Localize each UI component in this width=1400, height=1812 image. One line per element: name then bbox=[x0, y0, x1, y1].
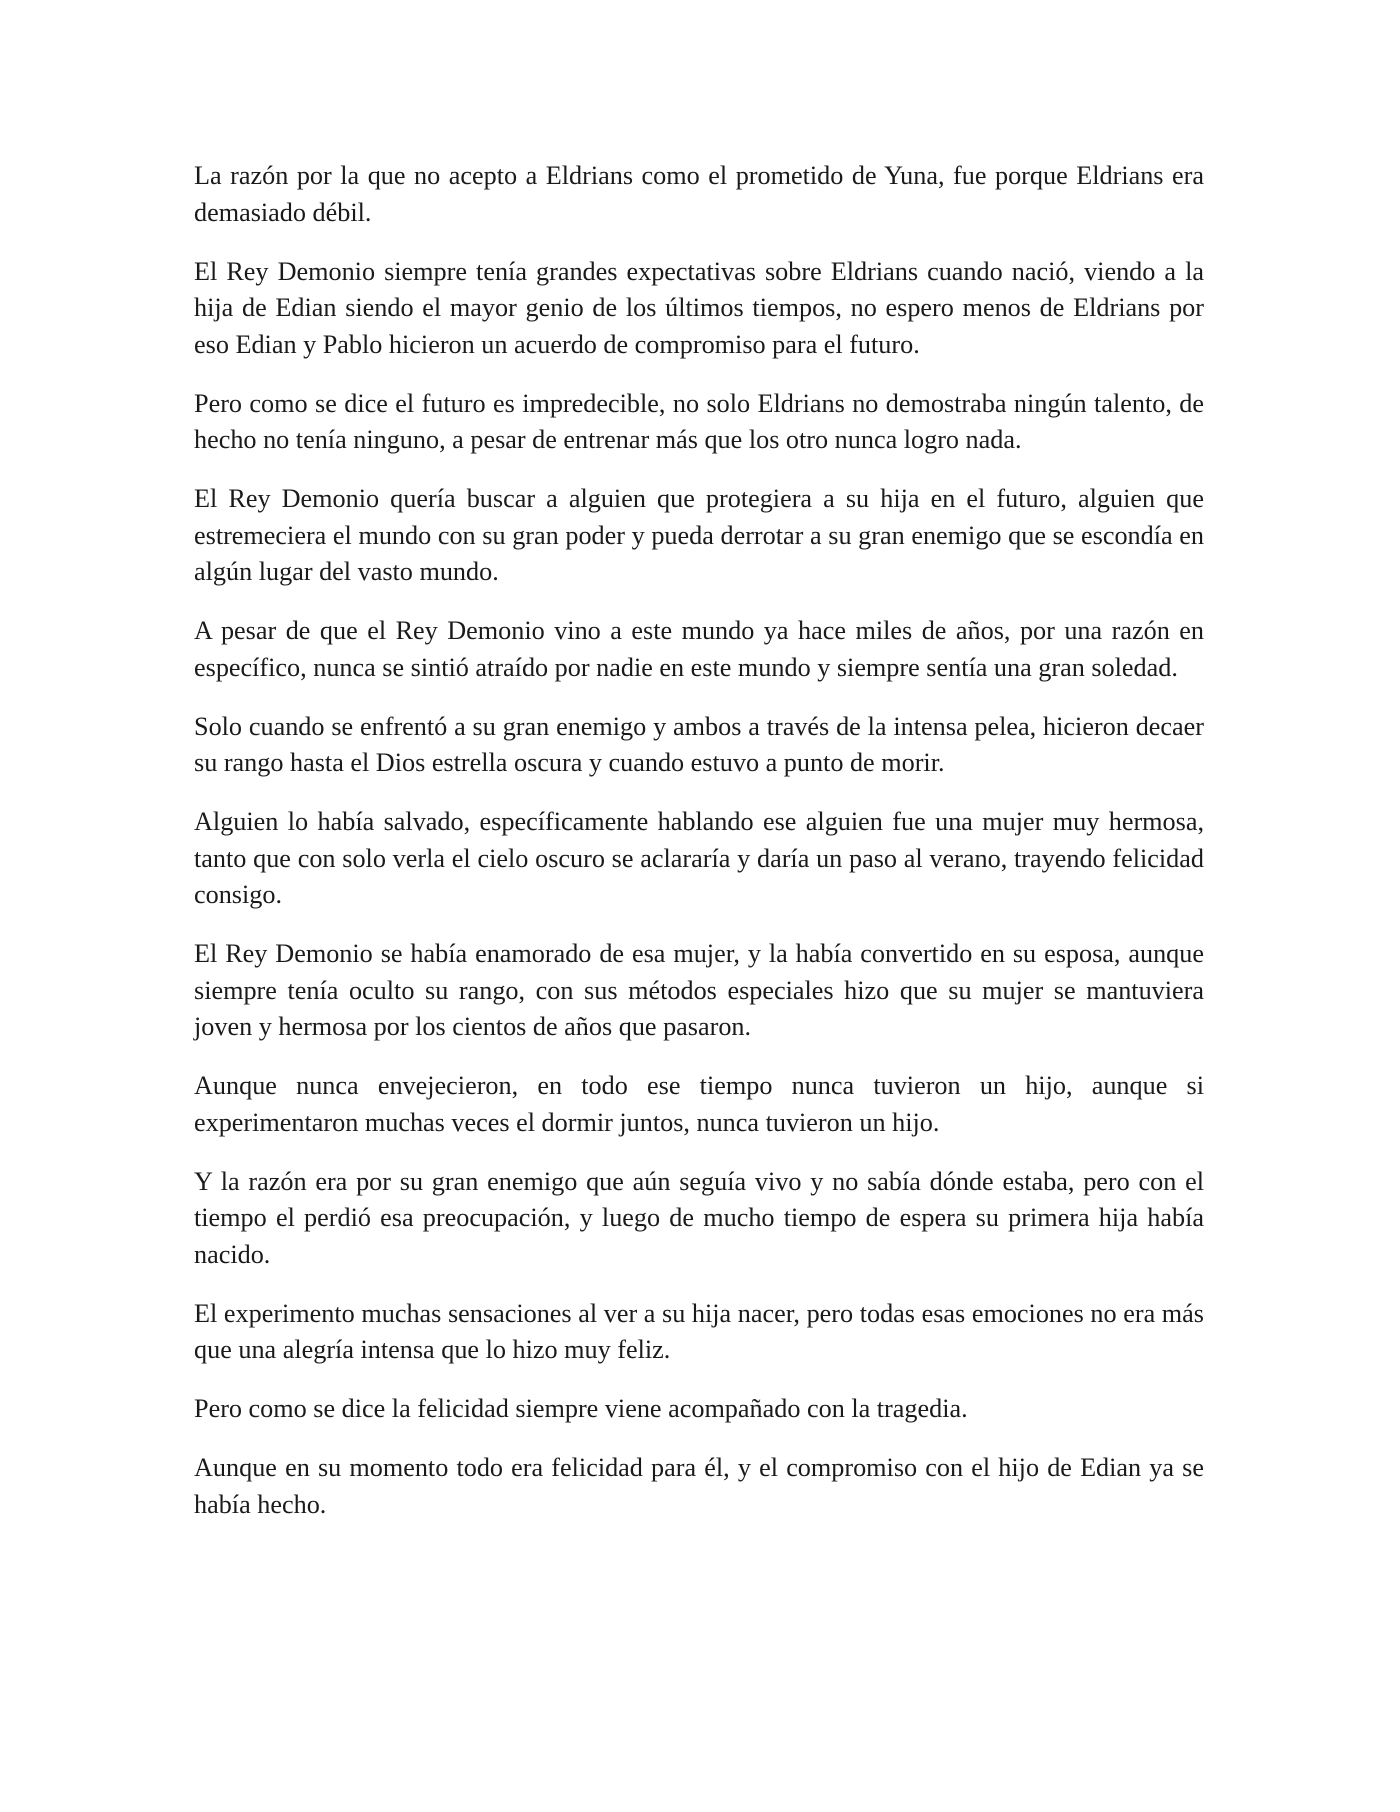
paragraph: El Rey Demonio quería buscar a alguien que protegiera a su hija en el futuro, alguien que estremeciera el mundo con su gran poder y pueda derrotar a su gran enemigo que se escondía en algún lugar del vasto mundo. bbox=[194, 484, 1204, 586]
paragraph: Y la razón era por su gran enemigo que aún seguía vivo y no sabía dónde estaba, pero con el tiempo el perdió esa preocupación, y luego de mucho tiempo de espera su primera hija había nacido. bbox=[194, 1166, 1204, 1269]
paragraph: Pero como se dice el futuro es impredecible, no solo Eldrians no demostraba ningún talento, de hecho no tenía ninguno, a pesar de entrenar más que los otro nunca logro nada. bbox=[194, 388, 1204, 454]
paragraph: El Rey Demonio se había enamorado de esa mujer, y la había convertido en su esposa, aunque siempre tenía oculto su rango, con sus métodos especiales hizo que su mujer se mantuviera joven y hermosa por los cientos de años que pasaron. bbox=[194, 939, 1204, 1041]
paragraph: Aunque nunca envejecieron, en todo ese tiempo nunca tuvieron un hijo, aunque si experimentaron muchas veces el dormir juntos, nunca tuvieron un hijo. bbox=[194, 1071, 1204, 1137]
paragraph: A pesar de que el Rey Demonio vino a este mundo ya hace miles de años, por una razón en específico, nunca se sintió atraído por nadie en este mundo y siempre sentía una gran soledad. bbox=[194, 616, 1204, 682]
paragraph: El experimento muchas sensaciones al ver a su hija nacer, pero todas esas emociones no era más que una alegría intensa que lo hizo muy feliz. bbox=[194, 1298, 1204, 1364]
paragraph: Alguien lo había salvado, específicamente hablando ese alguien fue una mujer muy hermosa, tanto que con solo verla el cielo oscuro se aclararía y daría un paso al verano, trayendo felicidad consigo. bbox=[194, 807, 1204, 909]
paragraph: Solo cuando se enfrentó a su gran enemigo y ambos a través de la intensa pelea, hicieron decaer su rango hasta el Dios estrella oscura y cuando estuvo a punto de morir. bbox=[194, 711, 1204, 777]
paragraph: Pero como se dice la felicidad siempre viene acompañado con la tragedia. bbox=[194, 1394, 968, 1423]
paragraph: El Rey Demonio siempre tenía grandes expectativas sobre Eldrians cuando nació, viendo a la hija de Edian siendo el mayor genio de los últimos tiempos, no espero menos de Eldrians por eso Edian y Pablo hicieron un acuerdo de compromiso para el futuro. bbox=[194, 256, 1204, 359]
paragraph: Aunque en su momento todo era felicidad para él, y el compromiso con el hijo de Edian ya se había hecho. bbox=[194, 1453, 1204, 1519]
document-body bbox=[194, 158, 1204, 1546]
paragraph: La razón por la que no acepto a Eldrians como el prometido de Yuna, fue porque Eldrians era demasiado débil. bbox=[194, 161, 1204, 227]
